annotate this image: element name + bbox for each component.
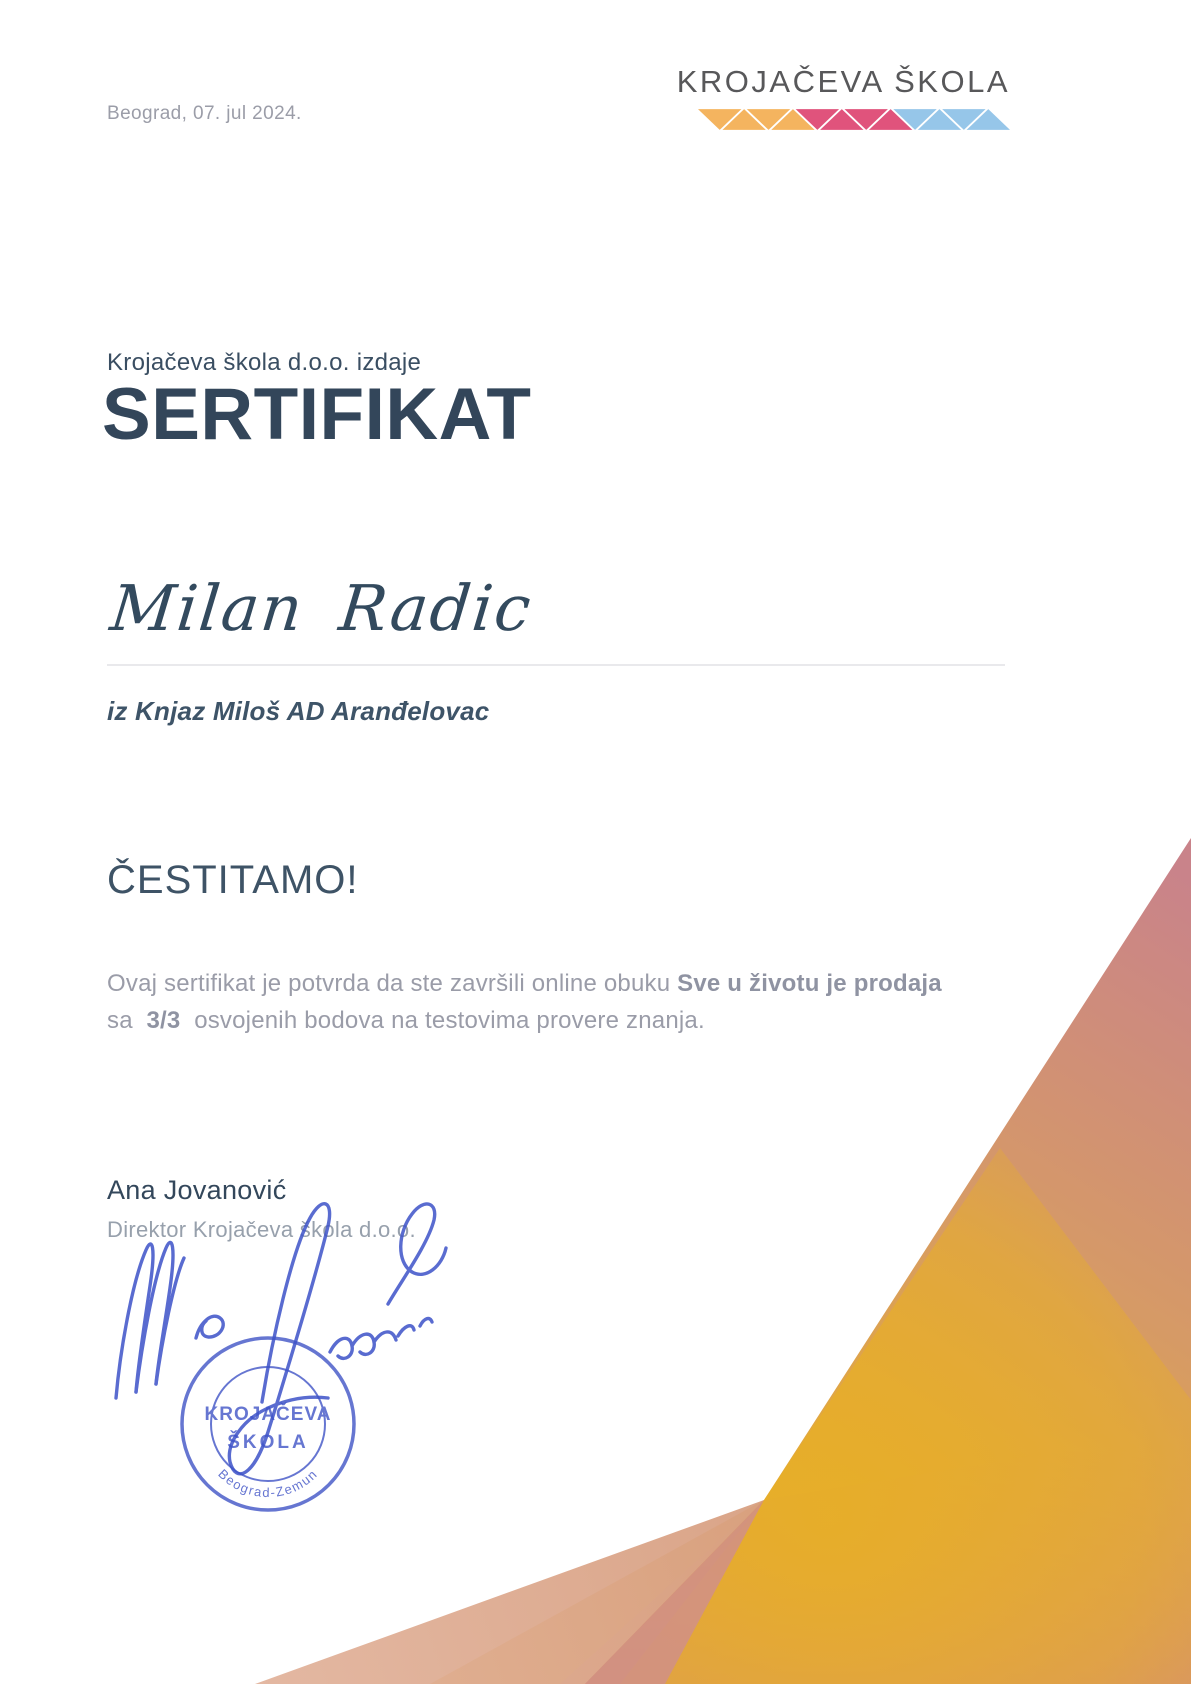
- congrats-heading: ČESTITAMO!: [107, 858, 359, 902]
- signatory-role: Direktor Krojačeva škola d.o.o.: [107, 1217, 416, 1242]
- signatory-name: Ana Jovanović: [107, 1175, 287, 1205]
- body-segment: Ovaj sertifikat je potvrda da ste završili online obuku: [107, 970, 678, 997]
- recipient-company-line: iz Knjaz Miloš AD Aranđelovac: [107, 696, 490, 726]
- body-segment: sa: [107, 1007, 147, 1035]
- name-underline: [107, 664, 1005, 666]
- issue-date: Beograd, 07. jul 2024.: [107, 103, 302, 124]
- course-name: Sve u životu je prodaja: [677, 970, 942, 997]
- certificate-title: SERTIFIKAT: [102, 374, 532, 455]
- score-value: 3/3: [146, 1007, 181, 1035]
- recipient-name: Milan Radic: [107, 572, 536, 645]
- stamp-text-line2: ŠKOLA: [227, 1432, 309, 1453]
- stamp-bottom-text: Beograd-Zemun: [215, 1466, 321, 1501]
- stamp-text-line1: KROJAČEVA: [204, 1404, 332, 1425]
- school-logo: [677, 64, 1010, 130]
- school-logo-text: KROJAČEVA ŠKOLA: [676, 64, 1010, 99]
- logo-triangles-icon: [698, 109, 1010, 130]
- body-segment: osvojenih bodova na testovima provere znanja.: [180, 1007, 705, 1035]
- issuer-line: Krojačeva škola d.o.o. izdaje: [107, 349, 422, 376]
- certificate-body-text: [107, 965, 967, 1040]
